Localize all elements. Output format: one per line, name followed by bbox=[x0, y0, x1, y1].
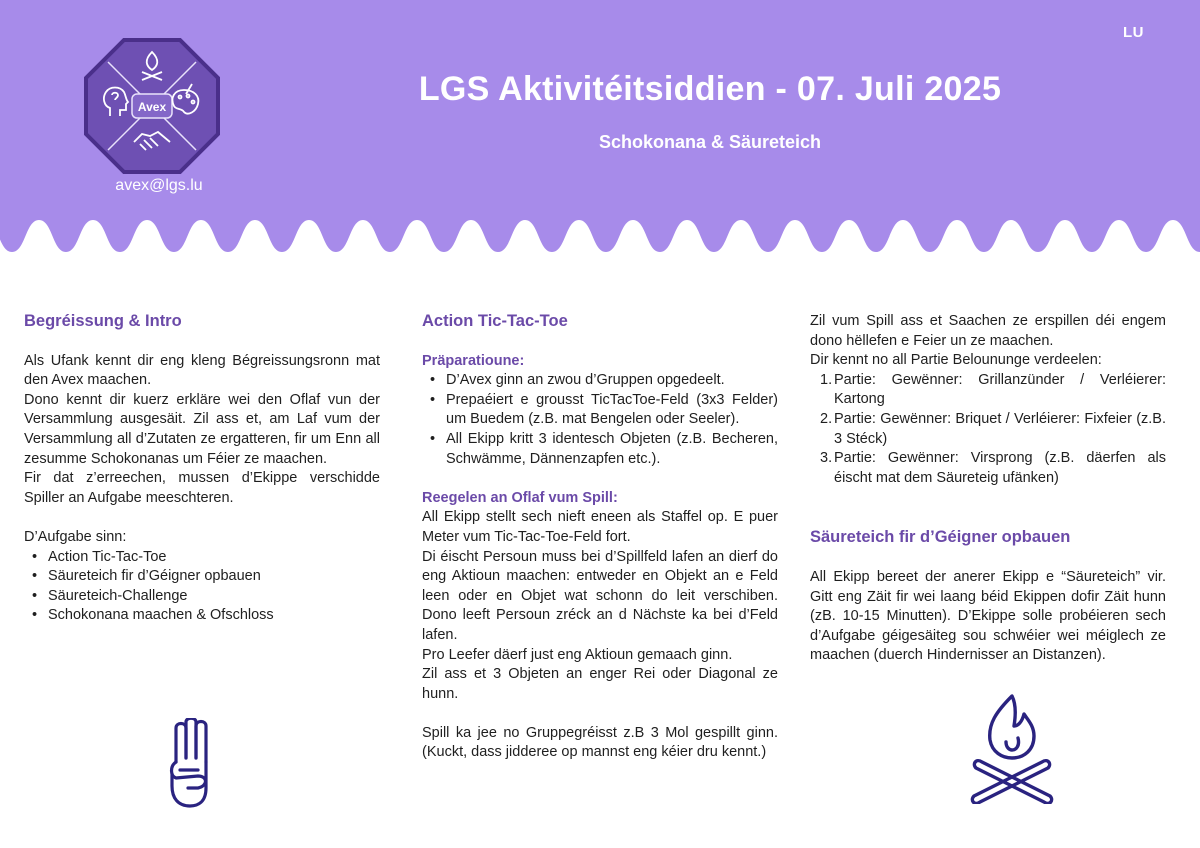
rules-paragraph-1: All Ekipp stellt sech nieft eneen als Staffel op. E puer Meter vum Tic-Tac-Toe-Feld fort. bbox=[422, 509, 778, 545]
list-item: • All Ekipp kritt 3 identesch Objeten (z.B. Becheren, Schwämme, Dännenzapfen etc.). bbox=[446, 430, 778, 469]
language-badge: LU bbox=[1123, 24, 1144, 41]
page-subtitle: Schokonana & Säureteich bbox=[598, 132, 822, 152]
list-item: • Säureteich-Challenge bbox=[48, 587, 380, 607]
prep-heading: Präparatioune: bbox=[422, 352, 525, 369]
avex-logo bbox=[84, 38, 220, 174]
intro-paragraph-3: Fir dat z’erreechen, mussen d’Ekippe verschidde Spiller an Aufgabe meeschteren. bbox=[24, 470, 380, 506]
rules-paragraph-2: Di éischt Persoun muss bei d’Spillfeld lafen an dierf do eng Aktioun maachen: entweder en Objekt an e Feld leen oder en Objet wat schonn do leit verschiben. Dono leeft Persoun zréck an d Nächste ka bei d’Feld lafen. bbox=[422, 548, 778, 643]
prep-list bbox=[422, 371, 778, 469]
tasks-label: D’Aufgabe sinn: bbox=[24, 528, 127, 545]
list-item: • Schokonana maachen & Ofschloss bbox=[48, 606, 380, 626]
list-item: • Säureteich fir d’Géigner opbauen bbox=[48, 567, 380, 587]
goal-paragraph: Zil vum Spill ass et Saachen ze erspillen déi engem dono hëllefen e Feier un ze maachen. bbox=[810, 313, 1166, 349]
section-heading-acid-pond: Säureteich fir d’Géigner opbauen bbox=[810, 528, 1071, 547]
list-item: 3. Partie: Gewënner: Virsprong (z.B. däerfen als éischt mat dem Säureteig ufänken) bbox=[820, 450, 1166, 486]
intro-paragraph-2: Dono kennt dir kuerz erkläre wei den Oflaf vun der Versammlung ausgesäit. Zil ass et, am Laf vum der Versammlung all d’Zutaten ze ergatteren, fir um Enn all zesumme Schokonanas um Féier ze maachen. bbox=[24, 391, 380, 467]
list-item: 1. Partie: Gewënner: Grillanzünder / Verléierer: Kartong bbox=[820, 371, 1166, 408]
logo-text: Avex bbox=[137, 100, 167, 114]
acid-pond-paragraph: All Ekipp bereet der anerer Ekipp e “Säureteich” vir. Gitt eng Zäit fir wei laang béid Ekippen dofir Zäit hunn (zB. 10-15 Minutten). D’Ekippe solle probéieren sech d’Aufgabe géigesäiteg sou schwéier wei méiglech ze maachen (duerch Hindernisser an Distanzen). bbox=[810, 568, 1166, 664]
column-intro bbox=[24, 312, 380, 626]
intro-paragraph-1: Als Ufank kennt dir eng kleng Bégreissungsronn mat den Avex maachen. bbox=[24, 352, 380, 389]
column-tic-tac-toe bbox=[422, 312, 778, 763]
column-rewards bbox=[810, 312, 1166, 666]
rules-paragraph-5: Spill ka jee no Gruppegréisst z.B 3 Mol gespillt ginn. (Kuckt, dass jidderee op mannst eng kéier dru kennt.) bbox=[422, 724, 778, 761]
section-heading-intro: Begréissung & Intro bbox=[24, 312, 182, 330]
list-item: • D’Avex ginn an zwou d’Gruppen opgedeelt. bbox=[446, 371, 778, 391]
rules-heading: Reegelen an Oflaf vum Spill: bbox=[422, 489, 618, 506]
page-title: LGS Aktivitéitsiddien - 07. Juli 2025 bbox=[418, 70, 1002, 108]
rewards-list bbox=[810, 371, 1166, 489]
list-item: • Action Tic-Tac-Toe bbox=[48, 548, 380, 568]
section-heading-tic-tac-toe: Action Tic-Tac-Toe bbox=[422, 312, 568, 330]
tasks-list bbox=[24, 548, 380, 626]
list-item: 2. Partie: Gewënner: Briquet / Verléierer: Fixfeier (z.B. 3 Stéck) bbox=[820, 410, 1166, 447]
scout-salute-hand-icon bbox=[168, 718, 224, 808]
contact-email[interactable]: avex@lgs.lu bbox=[115, 177, 203, 194]
rewards-intro: Dir kennt no all Partie Beloununge verdeelen: bbox=[810, 352, 1102, 369]
rules-paragraph-4: Zil ass et 3 Objeten an enger Rei oder Diagonal ze hunn. bbox=[422, 666, 778, 702]
list-item: • Prepaéiert e grousst TicTacToe-Feld (3x3 Felder) um Buedem (z.B. mat Bengelen oder Seeler). bbox=[446, 391, 778, 430]
campfire-icon bbox=[966, 692, 1058, 804]
rules-paragraph-3: Pro Leefer däerf just eng Aktioun gemaach ginn. bbox=[422, 646, 733, 663]
